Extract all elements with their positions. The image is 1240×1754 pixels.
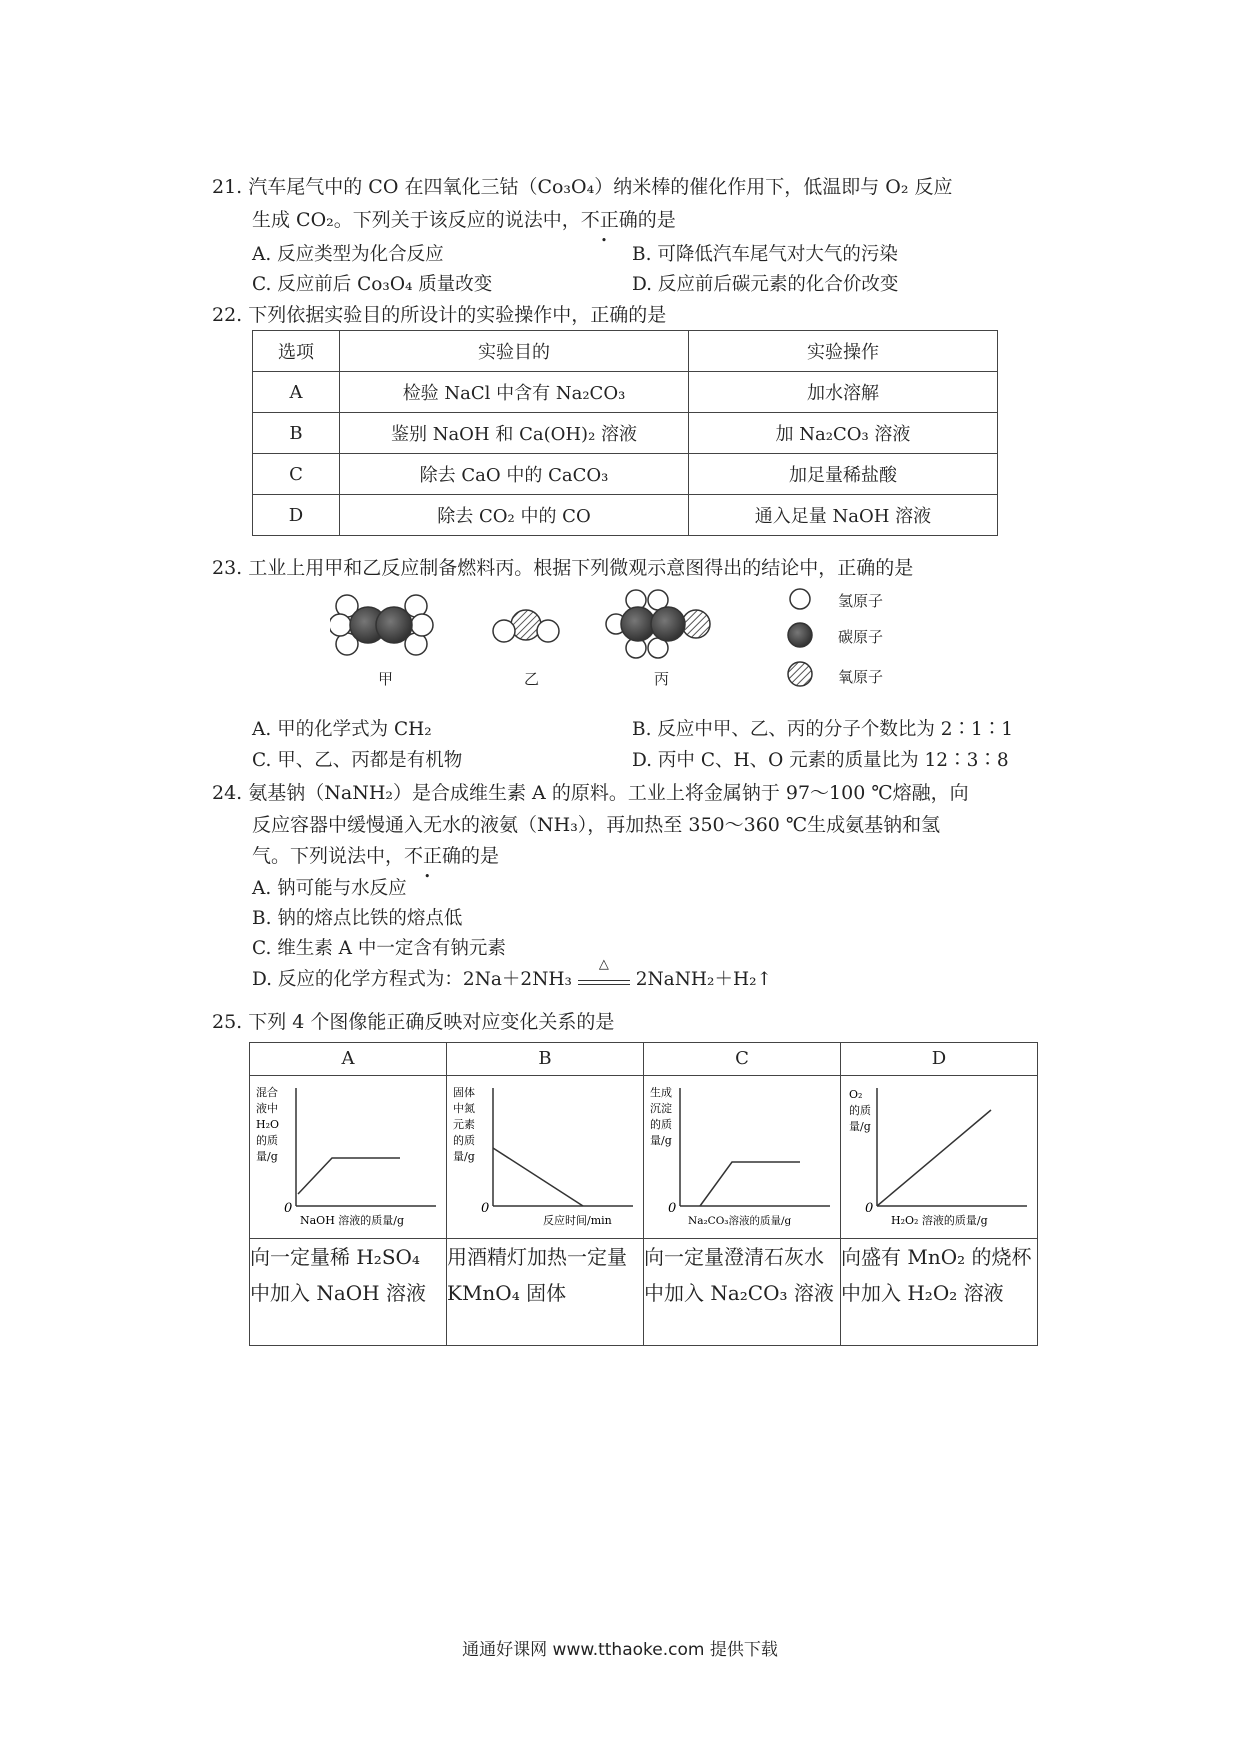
q24-option-c: C. 维生素 A 中一定含有钠元素 — [252, 938, 506, 959]
q21-option-d: D. 反应前后碳元素的化合价改变 — [632, 274, 899, 295]
graph-a-curve — [298, 1158, 400, 1194]
graph-c-ylabel — [650, 1085, 672, 1147]
table-cell: 除去 CaO 中的 CaCO₃ — [340, 454, 689, 495]
molecule-jia — [330, 595, 433, 655]
table-cell: 加水溶解 — [689, 372, 998, 413]
svg-text:的质: 的质 — [453, 1134, 475, 1147]
equals-sign — [578, 980, 630, 985]
q24-line3-text: 气。下列说法中， — [252, 845, 405, 867]
graph-c — [644, 1076, 840, 1234]
legend-carbon: 碳原子 — [838, 628, 884, 646]
q23-stem: 23. 工业上用甲和乙反应制备燃料丙。根据下列微观示意图得出的结论中，正确的是 — [212, 557, 914, 579]
table-cell: 加 Na₂CO₃ 溶液 — [689, 413, 998, 454]
table-cell: 通入足量 NaOH 溶液 — [689, 495, 998, 536]
label-yi: 乙 — [524, 670, 540, 688]
graph-c-xlabel: Na₂CO₃溶液的质量/g — [688, 1215, 792, 1227]
graph-row — [250, 1076, 1038, 1239]
graph-cell-b — [447, 1076, 644, 1239]
heat-condition: △ — [598, 957, 609, 972]
q23-option-c: C. 甲、乙、丙都是有机物 — [252, 750, 463, 771]
graph-header-row — [250, 1043, 1038, 1076]
graph-caption-c: 向一定量澄清石灰水中加入 Na₂CO₃ 溶液 — [644, 1239, 841, 1346]
svg-text:元素: 元素 — [453, 1118, 475, 1131]
graph-a-xlabel: NaOH 溶液的质量/g — [300, 1214, 405, 1227]
graph-b-xlabel: 反应时间/min — [543, 1214, 612, 1227]
table-row — [253, 372, 998, 413]
table-cell: B — [253, 413, 340, 454]
table-cell: D — [253, 495, 340, 536]
graph-d — [841, 1076, 1037, 1234]
svg-text:液中: 液中 — [256, 1102, 278, 1115]
q24-option-a: A. 钠可能与水反应 — [252, 878, 407, 899]
graph-d-origin: 0 — [865, 1201, 874, 1216]
q24-option-d — [252, 957, 772, 991]
table-header: 实验目的 — [340, 331, 689, 372]
label-bing: 丙 — [654, 670, 670, 688]
svg-text:沉淀: 沉淀 — [650, 1102, 672, 1115]
q21-line2-end: 的是 — [637, 209, 676, 231]
table-cell: 检验 NaCl 中含有 Na₂CO₃ — [340, 372, 689, 413]
graph-a-ylabel — [256, 1085, 279, 1163]
q24-line1: 24. 氨基钠（NaNH₂）是合成维生素 A 的原料。工业上将金属钠于 97～100 ℃熔融，向 — [212, 782, 969, 804]
graph-a — [250, 1076, 446, 1234]
molecule-bing — [606, 590, 710, 658]
table-cell: 除去 CO₂ 中的 CO — [340, 495, 689, 536]
q25-stem: 25. 下列 4 个图像能正确反映对应变化关系的是 — [212, 1011, 615, 1033]
q24-line3-end: 的是 — [461, 845, 500, 867]
q23-option-d: D. 丙中 C、H、O 元素的质量比为 12∶3∶8 — [632, 750, 1009, 771]
svg-text:的质: 的质 — [849, 1104, 871, 1117]
q23-option-b: B. 反应中甲、乙、丙的分子个数比为 2∶1∶1 — [632, 719, 1014, 740]
molecule-yi — [493, 610, 559, 642]
q21-option-a: A. 反应类型为化合反应 — [252, 244, 444, 265]
svg-text:H₂O: H₂O — [256, 1118, 280, 1131]
q21-option-c: C. 反应前后 Co₃O₄ 质量改变 — [252, 274, 493, 295]
table-cell: A — [253, 372, 340, 413]
svg-text:O₂: O₂ — [849, 1088, 863, 1101]
footer-source: 通通好课网 www.tthaoke.com 提供下载 — [462, 1640, 778, 1660]
svg-text:量/g: 量/g — [256, 1150, 278, 1163]
graph-header-d: D — [841, 1043, 1038, 1076]
table-row — [253, 413, 998, 454]
equation-left: D. 反应的化学方程式为：2Na＋2NH₃ — [252, 969, 572, 990]
svg-text:中氮: 中氮 — [453, 1102, 475, 1115]
graph-b-curve — [493, 1148, 583, 1206]
q21-line2 — [252, 205, 676, 232]
graph-header-a: A — [250, 1043, 447, 1076]
equation-right: 2NaNH₂＋H₂↑ — [635, 969, 772, 990]
table-row — [253, 495, 998, 536]
graph-cell-c — [644, 1076, 841, 1239]
graph-b — [447, 1076, 643, 1234]
q21-emphasis: 不正确 — [580, 209, 638, 231]
table-header: 实验操作 — [689, 331, 998, 372]
svg-text:量/g: 量/g — [849, 1120, 871, 1133]
legend-hydrogen: 氢原子 — [838, 592, 884, 610]
table-cell: 加足量稀盐酸 — [689, 454, 998, 495]
caption-row — [250, 1239, 1038, 1346]
table-row — [253, 454, 998, 495]
svg-text:的质: 的质 — [650, 1118, 672, 1131]
reaction-arrow — [578, 957, 630, 985]
q24-option-b: B. 钠的熔点比铁的熔点低 — [252, 908, 463, 929]
graph-d-ylabel — [849, 1088, 871, 1133]
legend-icons — [782, 586, 822, 696]
svg-text:生成: 生成 — [650, 1086, 672, 1099]
label-jia: 甲 — [378, 670, 394, 688]
table-header-row — [253, 331, 998, 372]
svg-text:固体: 固体 — [453, 1086, 475, 1099]
q25-table — [249, 1042, 1038, 1346]
q24-emphasis: 不正确 — [404, 845, 462, 867]
q22-table — [252, 330, 998, 536]
graph-caption-b: 用酒精灯加热一定量 KMnO₄ 固体 — [447, 1239, 644, 1346]
graph-header-b: B — [447, 1043, 644, 1076]
table-header: 选项 — [253, 331, 340, 372]
q24-line2: 反应容器中缓慢通入无水的液氨（NH₃），再加热至 350～360 ℃生成氨基钠和氢 — [252, 814, 941, 836]
q21-option-b: B. 可降低汽车尾气对大气的污染 — [632, 244, 898, 265]
graph-cell-a — [250, 1076, 447, 1239]
q21-line1: 21. 汽车尾气中的 CO 在四氧化三钴（Co₃O₄）纳米棒的催化作用下，低温即与 O₂ 反应 — [212, 176, 953, 198]
graph-cell-d — [841, 1076, 1038, 1239]
graph-caption-a: 向一定量稀 H₂SO₄ 中加入 NaOH 溶液 — [250, 1239, 447, 1346]
svg-text:量/g: 量/g — [453, 1150, 475, 1163]
svg-text:混合: 混合 — [256, 1086, 278, 1099]
q22-stem: 22. 下列依据实验目的所设计的实验操作中，正确的是 — [212, 304, 667, 326]
q23-option-a: A. 甲的化学式为 CH₂ — [252, 719, 432, 740]
legend-oxygen: 氧原子 — [838, 668, 884, 686]
table-cell: C — [253, 454, 340, 495]
graph-c-origin: 0 — [668, 1201, 677, 1216]
graph-b-ylabel — [453, 1085, 475, 1163]
graph-caption-d: 向盛有 MnO₂ 的烧杯中加入 H₂O₂ 溶液 — [841, 1239, 1038, 1346]
q24-line3 — [252, 841, 499, 868]
graph-header-c: C — [644, 1043, 841, 1076]
q21-line2-text: 生成 CO₂。下列关于该反应的说法中， — [252, 209, 581, 231]
table-cell: 鉴别 NaOH 和 Ca(OH)₂ 溶液 — [340, 413, 689, 454]
graph-b-origin: 0 — [481, 1201, 490, 1216]
svg-text:量/g: 量/g — [650, 1134, 672, 1147]
graph-d-xlabel: H₂O₂ 溶液的质量/g — [891, 1214, 988, 1227]
svg-text:的质: 的质 — [256, 1134, 278, 1147]
graph-a-origin: 0 — [284, 1201, 293, 1216]
graph-d-curve — [877, 1110, 991, 1206]
graph-c-curve — [700, 1162, 800, 1206]
